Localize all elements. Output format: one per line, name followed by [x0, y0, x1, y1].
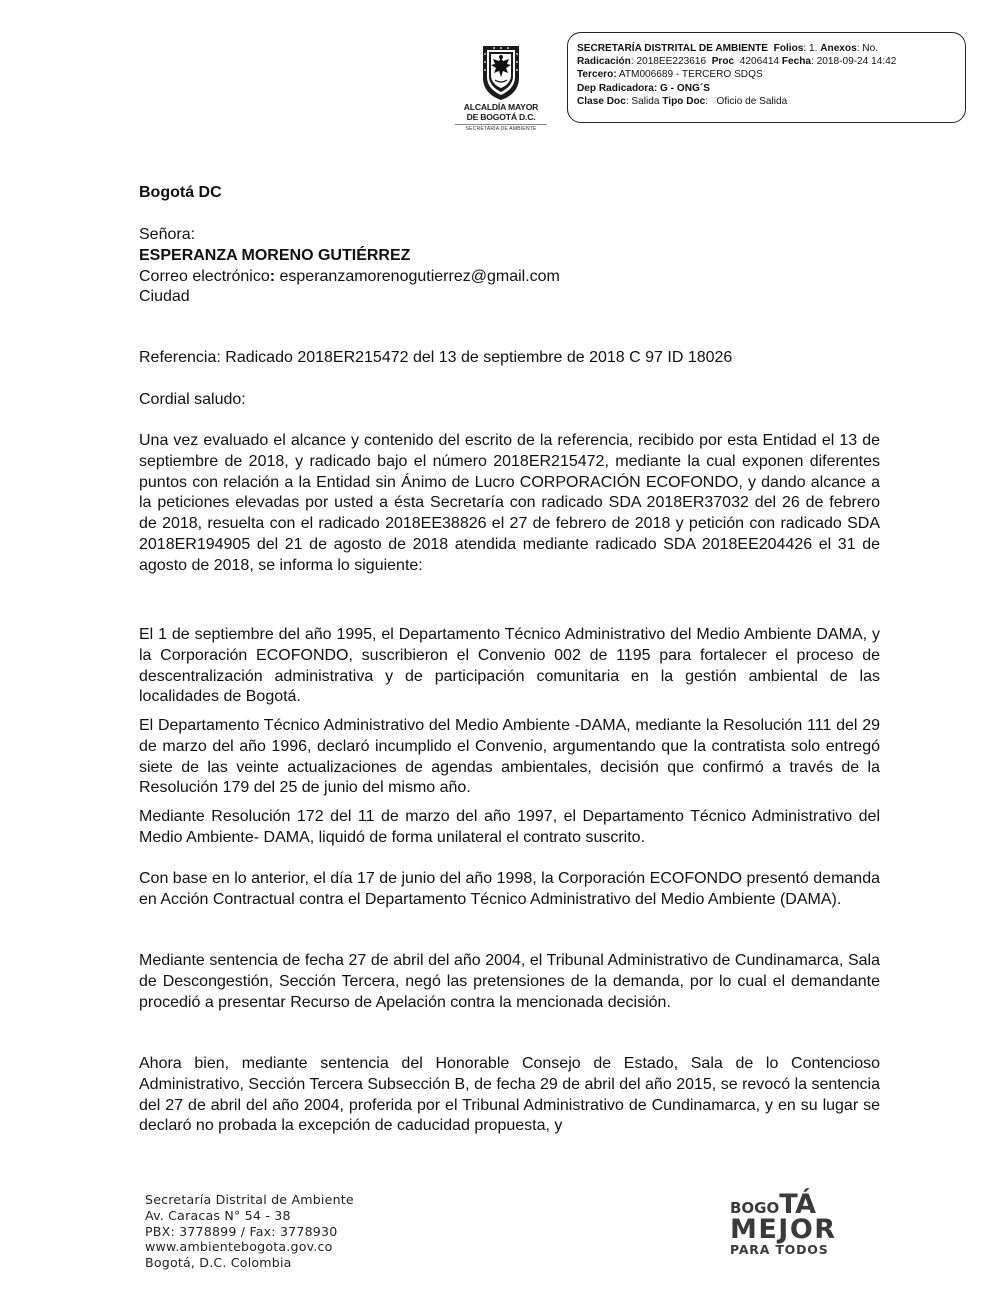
recipient-block [139, 225, 560, 308]
recipient-city: Ciudad [139, 288, 190, 306]
stamp-tercero-value: ATM006689 - TERCERO SDQS [618, 69, 763, 81]
brand-ta: TÁ [779, 1189, 816, 1220]
paragraph-intro: Una vez evaluado el alcance y contenido del escrito de la referencia, recibido por esta Entidad el 13 de septiembre de 2018, y radicado bajo el número 2018ER215472, mediante la cual exponen diferentes puntos con relación a la Entidad sin Ánimo de Lucro CORPORACIÓN ECOFONDO, y dando alcance a la peticiones elevadas por usted a ésta Secretaría con radicado SDA 2018ER37032 del 26 de febrero de 2018, resuelta con el radicado 2018EE38826 el 27 de febrero de 2018 y petición con radicado SDA 2018ER194905 del 21 de agosto de 2018 atendida mediante radicado SDA 2018EE204426 el 31 de agosto de 2018, se informa lo siguiente: [139, 432, 880, 574]
stamp-row-dep [577, 82, 965, 95]
stamp-folios-value: : 1. [803, 43, 818, 54]
footer-address [145, 1192, 354, 1271]
logo-title-line1: ALCALDÍA MAYOR [463, 102, 539, 112]
stamp-row-entity [577, 42, 965, 55]
coat-of-arms-icon [480, 44, 522, 102]
logo-divider [455, 124, 547, 125]
footer-city: Bogotá, D.C. Colombia [145, 1255, 292, 1271]
paragraph-consejo-estado: Ahora bien, mediante sentencia del Honorable Consejo de Estado, Sala de lo Contencioso Administrativo, Sección Tercera Subsección B, de fecha 29 de abril del año 2015, se revocó la sentencia del 27 de abril del año 2004, proferida por el Tribunal Administrativo de Cundinamarca, y en su lugar se declaró no probada la excepción de caducidad propuesta, y [139, 1055, 880, 1135]
brand-bogo: BOGO [730, 1199, 780, 1217]
letter-city: Bogotá DC [139, 184, 222, 201]
logo-title-line2: DE BOGOTÁ D.C. [466, 112, 536, 122]
paragraph-resolucion-111: El Departamento Técnico Administrativo del Medio Ambiente -DAMA, mediante la Resolución 111 del 29 de marzo del año 1996, declaró incumplido el Convenio, argumentando que la contratista solo entregó siete de las veinte actualizaciones de agendas ambientales, decisión que confirmó a través de la Resolución 179 del 25 de junio del mismo año. [139, 717, 880, 797]
alcaldia-logo [451, 44, 551, 133]
footer-phone: PBX: 3778899 / Fax: 3778930 [145, 1223, 338, 1239]
stamp-tipo-value: : Oficio de Salida [705, 95, 788, 107]
paragraph-demanda-1998: Con base en lo anterior, el día 17 de junio del año 1998, la Corporación ECOFONDO presentó demanda en Acción Contractual contra el Departamento Técnico Administrativo del Medio Ambiente (DAMA). [139, 870, 880, 908]
filing-stamp [567, 32, 966, 123]
stamp-row-tercero [577, 68, 965, 81]
stamp-proc-label: Proc [711, 56, 735, 68]
brand-line2: MEJOR [730, 1214, 837, 1245]
stamp-proc-value: 4206414 [739, 56, 780, 68]
bogota-mejor-logo [730, 1189, 860, 1258]
reference-line: Referencia: Radicado 2018ER215472 del 13 de septiembre de 2018 C 97 ID 18026 [139, 349, 733, 366]
stamp-anexos-label: Anexos [820, 43, 857, 54]
stamp-clase-value: : Salida [625, 95, 660, 107]
recipient-email-colon: : [269, 267, 276, 285]
recipient-email-line [139, 267, 560, 288]
recipient-email-label: Correo electrónico [139, 267, 270, 285]
stamp-anexos-value: : No. [856, 43, 879, 54]
stamp-dep-label: Dep Radicadora: [577, 82, 658, 94]
stamp-tipo-label: Tipo Doc [662, 95, 706, 107]
recipient-salutation: Señora: [139, 226, 196, 243]
paragraph-resolucion-172: Mediante Resolución 172 del 11 de marzo del año 1997, el Departamento Técnico Administrativo del Medio Ambiente- DAMA, liquidó de forma unilateral el contrato suscrito. [139, 808, 880, 846]
stamp-clase-label: Clase Doc [577, 95, 626, 107]
stamp-row-radicacion [577, 55, 965, 68]
stamp-entity: SECRETARÍA DISTRITAL DE AMBIENTE [577, 43, 769, 54]
stamp-folios-label: Folios [773, 43, 804, 54]
footer-website: www.ambientebogota.gov.co [145, 1239, 333, 1255]
brand-line3: PARA TODOS [730, 1242, 829, 1257]
stamp-radicacion-value: : 2018EE223616 [630, 56, 707, 68]
stamp-dep-value: G - ONG´S [660, 82, 710, 94]
stamp-fecha-value: : 2018-09-24 14:42 [811, 56, 897, 68]
paragraph-convenio-1995: El 1 de septiembre del año 1995, el Departamento Técnico Administrativo del Medio Ambiente DAMA, y la Corporación ECOFONDO, suscribieron el Convenio 002 de 1195 para fortalecer el proceso de descentralización administrativa y de participación comunitaria en la gestión ambiental de las localidades de Bogotá. [139, 626, 880, 706]
stamp-row-clase [577, 95, 965, 108]
stamp-tercero-label: Tercero: [577, 69, 617, 81]
footer-street: Av. Caracas N° 54 - 38 [145, 1207, 291, 1223]
footer-entity: Secretaría Distrital de Ambiente [145, 1192, 354, 1207]
stamp-radicacion-label: Radicación [577, 56, 631, 68]
recipient-email: esperanzamorenogutierrez@gmail.com [275, 267, 560, 285]
logo-subtitle: SECRETARÍA DE AMBIENTE [465, 126, 537, 132]
stamp-fecha-label: Fecha [781, 56, 812, 68]
paragraph-sentencia-2004: Mediante sentencia de fecha 27 de abril del año 2004, el Tribunal Administrativo de Cundinamarca, Sala de Descongestión, Sección Tercera, negó las pretensiones de la demanda, por lo cual el demandante procedió a presentar Recurso de Apelación contra la mencionada decisión. [139, 952, 880, 1011]
recipient-name: ESPERANZA MORENO GUTIÉRREZ [139, 246, 411, 264]
greeting: Cordial saludo: [139, 391, 246, 408]
